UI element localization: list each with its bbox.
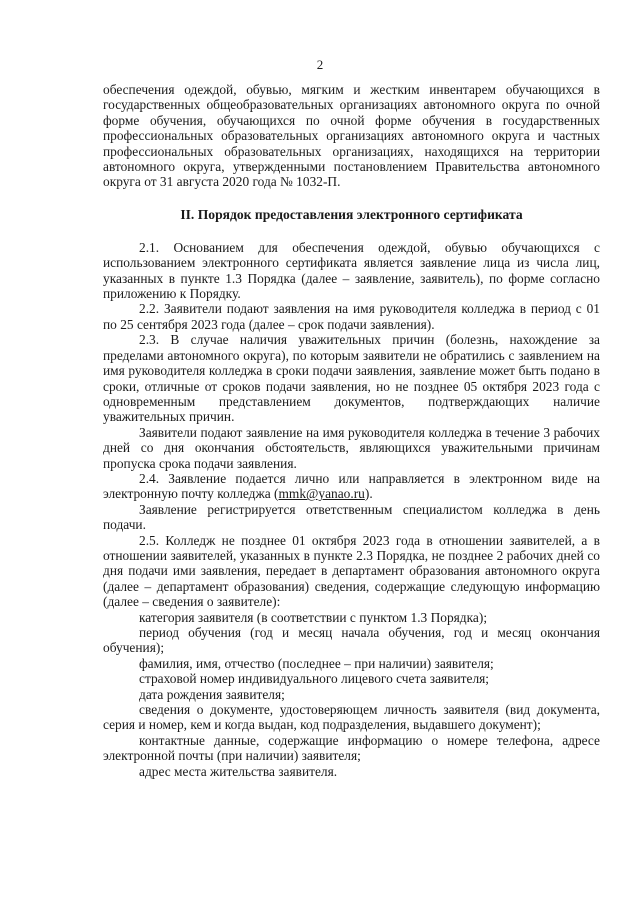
list-item: адрес места жительства заявителя.	[139, 763, 338, 779]
list-item: сведения о документе, удостоверяющем личность заявителя (вид документа, серия и номер, кем и когда выдан, код подразделения, выдавшего документ);	[103, 702, 600, 733]
paragraph-2-3-continued: Заявители подают заявление на имя руководителя колледжа в течение 3 рабочих дней со дня окончания обстоятельств, являющихся уважительными причинам пропуска срока подачи заявления.	[103, 424, 600, 471]
paragraph-2-5: 2.5. Колледж не позднее 01 октября 2023 года в отношении заявителей, а в отношении заявителей, указанных в пункте 2.3 Порядка, не позднее 2 рабочих дней со дня подачи ими заявления, передает в департамент образования автономного округа (далее – департамент образования) сведения, содержащие следующую информацию (далее – сведения о заявителе):	[103, 532, 600, 610]
list-item: категория заявителя (в соответствии с пунктом 1.3 Порядка);	[139, 609, 488, 625]
document-body	[103, 82, 600, 779]
page-number: 2	[316, 57, 324, 72]
list-item: дата рождения заявителя;	[139, 686, 285, 702]
list-item: фамилия, имя, отчество (последнее – при наличии) заявителя;	[139, 655, 494, 671]
intro-paragraph: обеспечения одеждой, обувью, мягким и жестким инвентарем обучающихся в государственных общеобразовательных организациях автономного округа по очной форме обучения, обучающихся по очной форме обучения в государственных профессиональных образовательных организациях автономного округа и частных профессиональных образовательных организациях, находящихся на территории автономного округа, утвержденными постановлением Правительства автономного округа от 31 августа 2020 года № 1032-П.	[103, 82, 600, 190]
paragraph-2-1: 2.1. Основанием для обеспечения одеждой, обувью обучающихся с использованием электронного сертификата является заявление лица из числа лиц, указанных в пункте 1.3 Порядка (далее – заявление, заявитель), по форме согласно приложению к Порядку.	[103, 239, 600, 302]
paragraph-2-3: 2.3. В случае наличия уважительных причин (болезнь, нахождение за пределами автономного округа), по которым заявители не обратились с заявлением на имя руководителя колледжа в сроки подачи заявления, заявление может быть подано в сроки, отличные от сроков подачи заявления, но не позднее 05 октября 2023 года с одновременным представлением документов, подтверждающих наличие уважительных причин.	[103, 332, 600, 425]
list-item: контактные данные, содержащие информацию о номере телефона, адресе электронной почты (при наличии) заявителя;	[103, 732, 600, 764]
paragraph-2-4-continued: Заявление регистрируется ответственным специалистом колледжа в день подачи.	[103, 501, 600, 533]
paragraph-2-4-text: 2.4. Заявление подается лично или направляется в электронном виде на электронную почту колледжа (	[103, 470, 600, 502]
list-item: период обучения (год и месяц начала обучения, год и месяц окончания обучения);	[103, 625, 600, 656]
paragraph-2-4-end: ).	[364, 486, 373, 502]
section-title: II. Порядок предоставления электронного сертификата	[180, 206, 523, 222]
college-email-link[interactable]: mmk@yanao.ru	[278, 486, 365, 502]
paragraph-2-2: 2.2. Заявители подают заявления на имя руководителя колледжа в период с 01 по 25 сентября 2023 года (далее – срок подачи заявления).	[103, 301, 600, 332]
list-item: страховой номер индивидуального лицевого счета заявителя;	[139, 671, 490, 687]
paragraph-2-4	[103, 471, 600, 502]
